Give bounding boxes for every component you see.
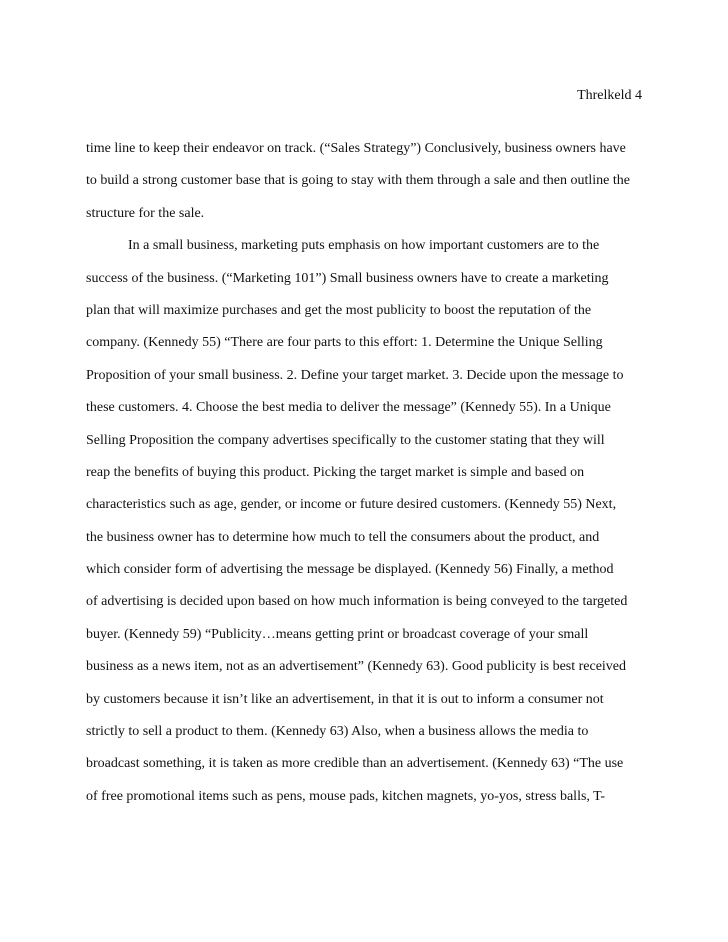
text-line: Proposition of your small business. 2. Define your target market. 3. Decide upon the message to — [86, 367, 624, 383]
text-line: buyer. (Kennedy 59) “Publicity…means getting print or broadcast coverage of your small — [86, 626, 589, 642]
text-line: broadcast something, it is taken as more credible than an advertisement. (Kennedy 63) “The use — [86, 756, 624, 772]
text-line: company. (Kennedy 55) “There are four parts to this effort: 1. Determine the Unique Selling — [86, 335, 603, 351]
text-line: to build a strong customer base that is going to stay with them through a sale and then outline the — [86, 173, 630, 189]
running-head: Threlkeld 4 — [577, 88, 642, 103]
text-line: time line to keep their endeavor on track. (“Sales Strategy”) Conclusively, business owners have — [86, 141, 626, 156]
text-line: by customers because it isn’t like an advertisement, in that it is out to inform a consumer not — [86, 691, 604, 707]
text-line: plan that will maximize purchases and get the most publicity to boost the reputation of the — [86, 302, 592, 318]
text-line: characteristics such as age, gender, or income or future desired customers. (Kennedy 55) Next, — [86, 497, 617, 513]
text-line: of advertising is decided upon based on how much information is being conveyed to the targeted — [86, 594, 628, 610]
text-line: of free promotional items such as pens, mouse pads, kitchen magnets, yo-yos, stress balls, T- — [86, 788, 606, 804]
text-line: success of the business. (“Marketing 101”) Small business owners have to create a marketing — [86, 270, 609, 286]
body-text — [86, 133, 646, 813]
text-line: business as a news item, not as an advertisement” (Kennedy 63). Good publicity is best received — [86, 659, 627, 675]
text-line: reap the benefits of buying this product. Picking the target market is simple and based on — [86, 464, 585, 480]
text-line: strictly to sell a product to them. (Kennedy 63) Also, when a business allows the media to — [86, 724, 589, 740]
paragraph-2 — [86, 230, 646, 813]
text-line: In a small business, marketing puts emphasis on how important customers are to the — [128, 238, 600, 254]
text-line: Selling Proposition the company advertises specifically to the customer stating that they will — [86, 432, 605, 448]
text-line: the business owner has to determine how much to tell the consumers about the product, and — [86, 529, 600, 545]
paragraph-1 — [86, 133, 646, 230]
text-line: these customers. 4. Choose the best media to deliver the message” (Kennedy 55). In a Unique — [86, 400, 611, 416]
text-line: structure for the sale. — [86, 205, 205, 221]
text-line: which consider form of advertising the message be displayed. (Kennedy 56) Finally, a method — [86, 562, 614, 578]
